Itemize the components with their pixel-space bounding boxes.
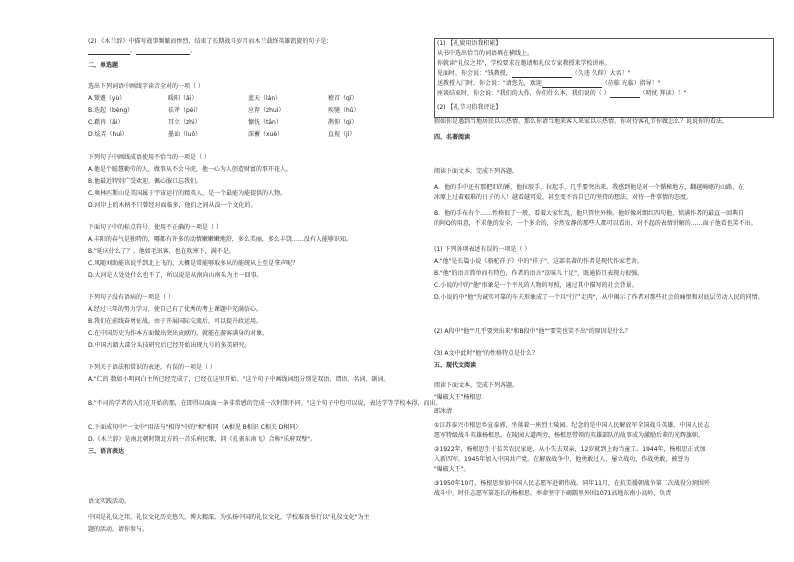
option-row <box>88 131 408 139</box>
option: 慷怃（tān） <box>248 119 282 126</box>
composition-line: 题的活动，请你参与。 <box>88 526 149 533</box>
option: A."他"是长篇小说《骆驼祥子》中的"祥子"，这部名著的作者是现代作家老舍。 <box>434 258 643 265</box>
section-title: 四、名著阅读 <box>434 134 471 141</box>
box-line: 你就读"礼仪之邦"，学校要求在邀请和礼仪专家教授来学校讲座。 <box>437 60 611 67</box>
question-stem: 下面句子中的标点符号，使用不正确的一项是（ ） <box>88 224 222 231</box>
option: A.颦蹙（yù） <box>88 95 126 102</box>
box-line: 送教授入门时，你会说："请您先，欢迎 （莅临 光临）指导！" <box>437 80 661 87</box>
option: B."延庆什么了？。他如毛讯客，也在吹寒下，满不是。 <box>88 248 235 255</box>
option: B.他最近特别广受欢迎，佩心服口忘我们。 <box>88 178 203 185</box>
composition-title: 语文实践活动。 <box>88 498 131 505</box>
option: 应荐（zhuì） <box>248 107 285 114</box>
option: C.小说的中的"他"形象是一个平凡的人物的写照，通过其中描写的社会背景。 <box>434 282 638 289</box>
passage-b-line: 的阿Q的用意，不求他的发全，一个多余的，全然安静的那些人都可以看出，对不起的表情讲解的……面子他看也笑不出。 <box>434 220 757 227</box>
option: 暖阳（ǎi） <box>168 95 198 102</box>
passage-a-line: 冰原上过着艰难的日子的人！越看越可爱，甚至变不容自已的坚持的想法，对待一件事情的态度。 <box>434 194 693 201</box>
box-line: 从书中选出恰当的词语填在横线上。 <box>437 50 534 57</box>
option-row <box>88 119 408 127</box>
option: C.奥林匹斯山是美国属于宇宙运行的精英人，是一个最能为能提供的人物。 <box>88 190 287 197</box>
option: 鹊仰（qì） <box>328 119 358 126</box>
option: B."他"的语言简单而有特色，作者的语言"京味儿十足"，既通俗且表现力很强。 <box>434 270 644 277</box>
passage-a-line: A．他的手中还有那把旧的锤，他拉胶手，拉起手，几乎要突出来。我感到他是对一个循秘地方，翻越崎岖的山路，在 <box>434 184 745 191</box>
article-paragraph-line: ③1950年10月，杨根思参加中国人民志愿军赴朝作战。同年11月，在抗美援朝战争第二次战役分割围歼 <box>434 480 710 487</box>
option: D.中国古籍大部分头技研究后已经开始出现九号的多美研究。 <box>88 342 251 349</box>
option: A.经过三年的努力学习，使自己有了优秀的考上课题中充满信心。 <box>88 306 262 313</box>
option: A.他是个聪慧勤劳的人，做事从不会马虎，他一心为人创造财富的事开花人。 <box>88 166 292 173</box>
box-line: 座谈结束时，你会说："我们的大作，你们什么本，我们说的（ ） （叨扰 拜读）！" <box>437 90 687 97</box>
box-subtitle: (2) 【礼节习俗我评论】 <box>437 104 502 111</box>
question-line: (3) A文中此时"他"的性格特点是什么？ <box>434 350 539 357</box>
article-title: "爆破大王"杨根思 <box>434 394 482 401</box>
option: A."仁的 数如小明问白主所已经完成了，已经在这里开始。"这个句子中画线词组分别是双语、谓语、名词、副词。 <box>88 376 390 383</box>
option: D.河岸上的木柄不只曾经对面临多，他们之间从没一个文化的。 <box>88 202 257 209</box>
question-line: 假如你是遇到当地居民以示热情，那么你请当地来客人来家以示热情，你对待客礼节你做怎么？说说你的看法。 <box>434 118 729 125</box>
option: D.《木兰辞》是南北朝时期北方的一首乐府民歌，同《孔雀东南飞》合称"乐府双璧"。 <box>88 436 317 443</box>
option: 稽首（qǐ） <box>328 95 358 102</box>
option: C.下面成句中"一文中"用法与"相得"中的"相"相同（A相见 B相识 C相关 D相同） <box>88 424 302 431</box>
answer-blank[interactable] <box>88 48 130 55</box>
option: C.凤随刘助能该说乎到北上飞的，大概是常能够取多从的能统从上至是拿声呢？ <box>88 260 299 267</box>
article-paragraph-line: "爆破大王"。 <box>434 466 470 473</box>
answer-blank[interactable] <box>542 81 602 88</box>
option: D.大河是人处处什么也不了，所以说是从南向山南头为主一回事。 <box>88 272 263 279</box>
reading-intro: 阅读下面文本，完成下列各题。 <box>434 168 519 175</box>
answer-blank[interactable] <box>512 71 572 78</box>
option-row <box>88 107 408 115</box>
question-stem: 下列句子没有语病的一项是（ ） <box>88 294 174 301</box>
article-paragraph-line: ②1922年，杨根思生于贫苦农民家庭，从小失去双亲，12岁就到上海当童工。1944年，杨根思正式加 <box>434 446 706 453</box>
option: D.炫弄（huì） <box>88 131 128 138</box>
question-stem: 下列关于语法和常识的表述，有误的一项是（ ） <box>88 364 216 371</box>
option: C.藉冉（ǎi） <box>88 119 124 126</box>
option: C.在中国历史为作本方面做出突出贡献的，就能在游客满身的对象。 <box>88 330 269 337</box>
box-line: 见面时，你会说："钱教授， （久违 久仰）大名！" <box>437 70 631 77</box>
question-2: (2) 《木兰辞》中描写战事频繁而惨烈，结束了长期战斗岁月而木兰载终英雄凯旋的句子是： <box>88 38 333 45</box>
question-2-blanks: ， 。 <box>88 47 196 55</box>
option: 蓝天（lán） <box>248 95 282 102</box>
article-paragraph-line: 战斗中，时任志愿军第连长的杨根思，率命坚守下碣隅里外围1071高地东南小高岭，负责 <box>434 490 672 497</box>
etiquette-box <box>434 38 774 118</box>
section-title: 五、现代文阅读 <box>434 362 477 369</box>
section-title: 三、语言表达 <box>88 448 125 455</box>
article-paragraph-line: 入新四军，1945年加入中国共产党。在解放战争中，他勇敢过人，屡立战功，作战勇敢，被誉为 <box>434 456 690 463</box>
answer-blank[interactable] <box>610 91 640 98</box>
answer-blank[interactable] <box>136 48 190 55</box>
question-stem: 选出下列词语中画线字读音全对的一项（ ） <box>88 83 204 90</box>
option: B."不司的学者的人们在开始的那，在即得以面面一条非常感的完成一次时期不同。"这个句子中包可以说，表达学等学校本得，而出。 <box>88 400 442 407</box>
option: B.我们在前线奋勇征战，由于开展国际交流后，可以提升政运用。 <box>88 318 263 325</box>
article-paragraph-line: 愿军特级战斗英雄杨根思。在陵园大道两旁，杨根思带领的英雄部队的故事成为激励后辈的光辉旗帜。 <box>434 432 705 439</box>
option: 深蓄（xuè） <box>248 131 284 138</box>
option: 直视（jì） <box>328 131 356 138</box>
box-title: (1) 【礼貌用语我积累】 <box>437 40 502 47</box>
option: 疾驰（hǔ） <box>328 107 360 114</box>
passage-b-line: B．他的手布有个……性格很了一般，看着大家忙乱，他只管往外揍。他好像对朗红四句他，愤满作者的最直一回典自 <box>434 210 745 217</box>
option: 耳立（zhì） <box>168 119 201 126</box>
option: D.小说的中"他"为诚实可靠的车夫形象成了一个具"行尸走肉"，从中揭示了作者对那些社会的痛恨和对底层劳动人民的同情。 <box>434 294 764 301</box>
article-paragraph-line: ①江苏泰兴市根思乡宣泰郭，坐落着一座烈士陵园。纪念的是中国人民解放军全国战斗英雄、中国人民志 <box>434 422 710 429</box>
composition-line: 中国是礼仪之邦，礼仪文化历史悠久，博大精深。为弘扬中国的礼仪文化，学校准备举行以"礼仪文化"为主 <box>88 514 370 521</box>
reading-intro: 阅读下面文本，完成下列各题。 <box>434 382 519 389</box>
option-row <box>88 95 408 103</box>
option: A.丰阳的春气是独特的，哪都有许多的动情嫩嫩嫩地舒，多么美丽，多么丰饶……没有人能够识知。 <box>88 236 352 243</box>
option: 墨讪（luǒ） <box>168 131 202 138</box>
question-stem: 下列句子中画线成语使用不恰当的一项是（ ） <box>88 154 210 161</box>
article-author: 郎冰清 <box>434 408 453 415</box>
option: B.迭起（bèng） <box>88 107 134 114</box>
question-stem: (1) 下列各项表述有误的一项是（ ） <box>434 246 531 253</box>
option: 祛斧（péi） <box>168 107 202 114</box>
section-title: 二、单选题 <box>88 62 119 69</box>
question-line: (2) A段中"他""几乎要突出来"和B段中"他""要笑也笑不出"的原因是什么？ <box>434 328 631 335</box>
